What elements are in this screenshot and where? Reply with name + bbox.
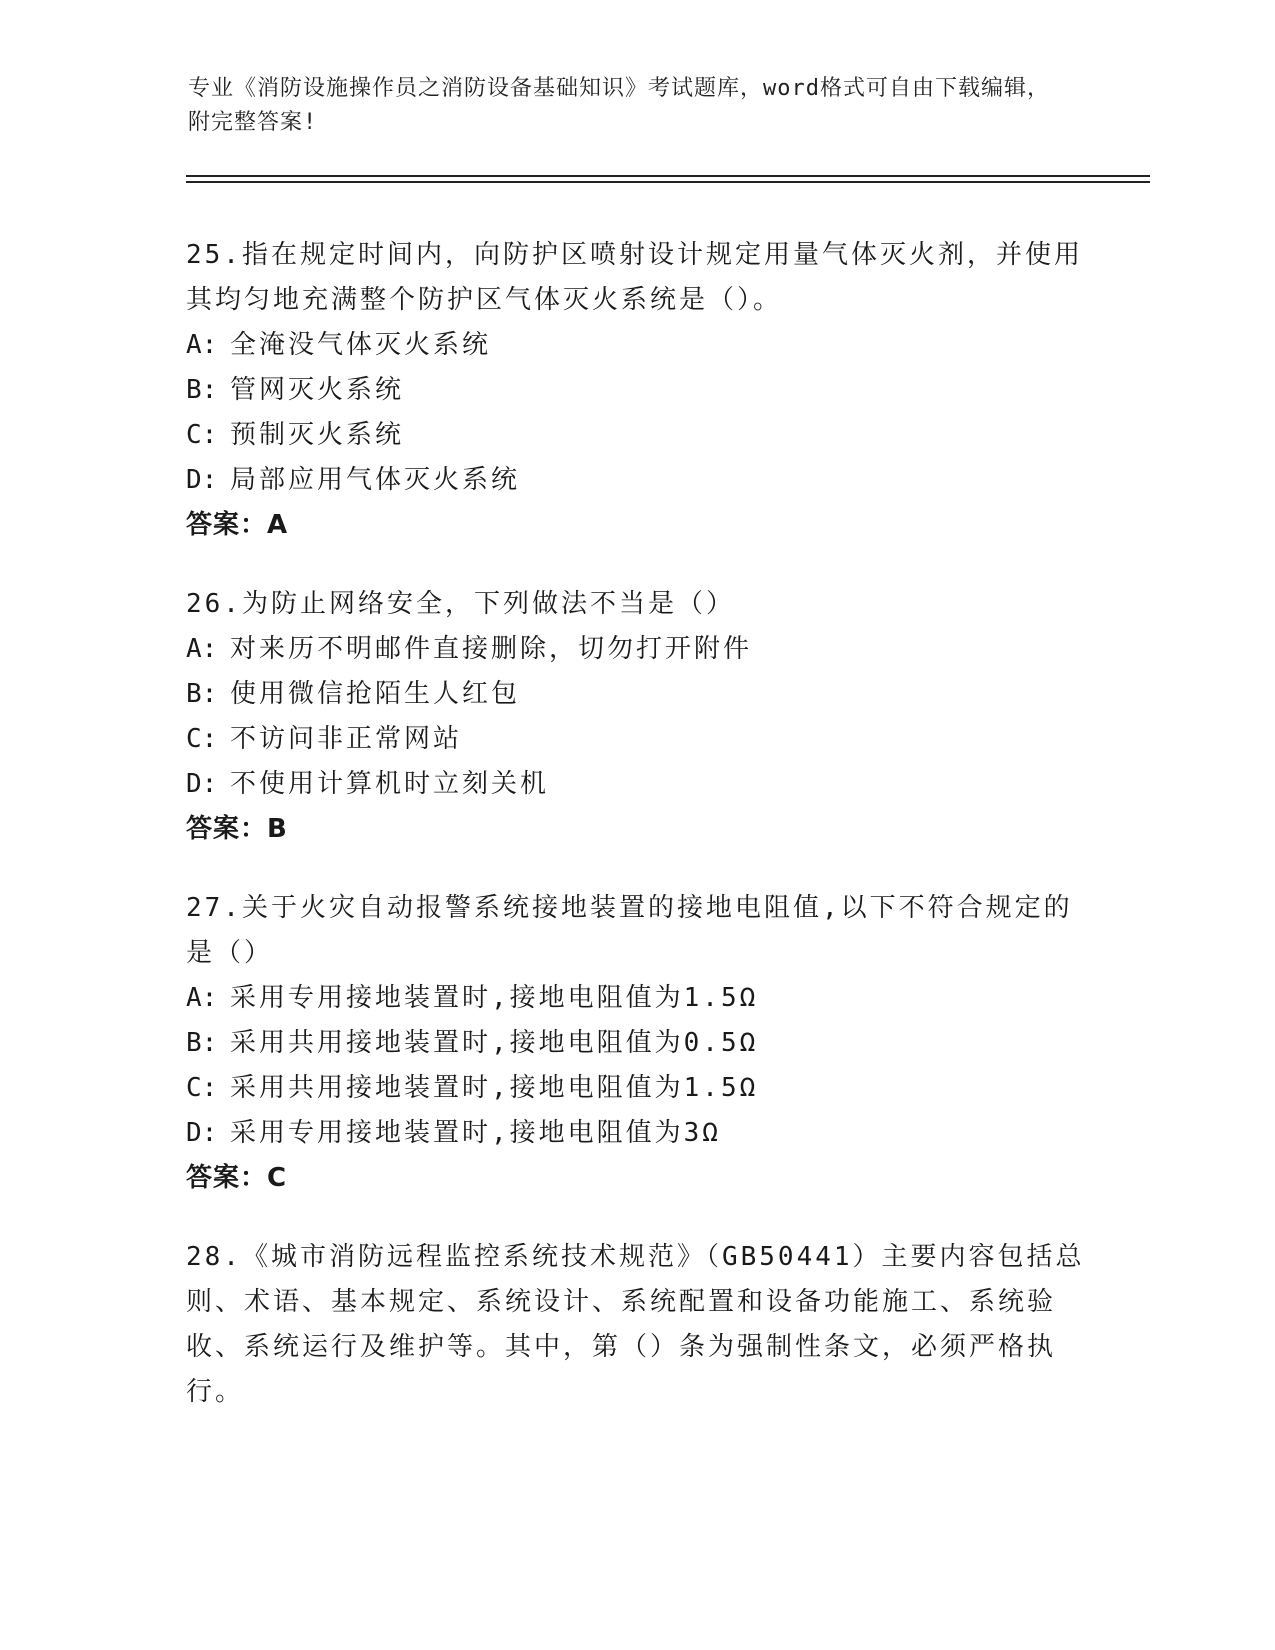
option-a (186, 976, 1086, 1021)
option-b (186, 1021, 1086, 1066)
question-text: 26.为防止网络安全，下列做法不当是（） (186, 589, 735, 619)
option-text: 局部应用气体灭火系统 (230, 465, 521, 495)
option-text: 采用共用接地装置时,接地电阻值为1.5Ω (230, 1073, 759, 1103)
option-letter: B: (186, 1028, 218, 1058)
option-a (186, 627, 1086, 672)
option-text: 采用共用接地装置时,接地电阻值为0.5Ω (230, 1028, 759, 1058)
option-text: 不访问非正常网站 (230, 724, 463, 754)
question-27 (186, 886, 1086, 1201)
option-b (186, 368, 1086, 413)
option-b (186, 672, 1086, 717)
option-letter: A: (186, 330, 218, 360)
option-letter: B: (186, 679, 218, 709)
option-d (186, 1111, 1086, 1156)
option-text: 不使用计算机时立刻关机 (230, 769, 550, 799)
option-letter: D: (186, 769, 218, 799)
question-28 (186, 1235, 1086, 1415)
option-text: 全淹没气体灭火系统 (230, 330, 492, 360)
option-text: 管网灭火系统 (230, 375, 405, 405)
option-letter: D: (186, 1118, 218, 1148)
header-divider-top (186, 175, 1150, 177)
question-26 (186, 582, 1086, 852)
option-text: 使用微信抢陌生人红包 (230, 679, 521, 709)
option-letter: A: (186, 983, 218, 1013)
answer-label: 答案：A (186, 510, 289, 540)
header-divider-bottom (186, 181, 1150, 183)
question-text: 25.指在规定时间内，向防护区喷射设计规定用量气体灭火剂，并使用其均匀地充满整个防护区气体灭火系统是（）。 (186, 240, 1083, 315)
option-text: 对来历不明邮件直接删除，切勿打开附件 (230, 634, 753, 664)
option-text: 采用专用接地装置时,接地电阻值为1.5Ω (230, 983, 759, 1013)
option-letter: B: (186, 375, 218, 405)
option-a (186, 323, 1086, 368)
option-d (186, 458, 1086, 503)
document-header: 专业《消防设施操作员之消防设备基础知识》考试题库，word格式可自由下载编辑，附完整答案! (188, 76, 1050, 135)
option-d (186, 762, 1086, 807)
option-c (186, 413, 1086, 458)
option-c (186, 1066, 1086, 1111)
option-text: 预制灭火系统 (230, 420, 405, 450)
question-text: 28.《城市消防远程监控系统技术规范》（GB50441）主要内容包括总则、术语、基本规定、系统设计、系统配置和设备功能施工、系统验收、系统运行及维护等。其中，第（）条为强制性条文，必须严格执行。 (186, 1242, 1085, 1407)
question-text: 27.关于火灾自动报警系统接地装置的接地电阻值,以下不符合规定的是（） (186, 893, 1073, 968)
option-letter: D: (186, 465, 218, 495)
question-25 (186, 233, 1086, 548)
option-letter: C: (186, 420, 218, 450)
option-text: 采用专用接地装置时,接地电阻值为3Ω (230, 1118, 721, 1148)
question-list (186, 233, 1086, 1449)
option-letter: C: (186, 724, 218, 754)
option-letter: A: (186, 634, 218, 664)
answer-label: 答案：C (186, 1163, 288, 1193)
option-c (186, 717, 1086, 762)
answer-label: 答案：B (186, 814, 288, 844)
option-letter: C: (186, 1073, 218, 1103)
